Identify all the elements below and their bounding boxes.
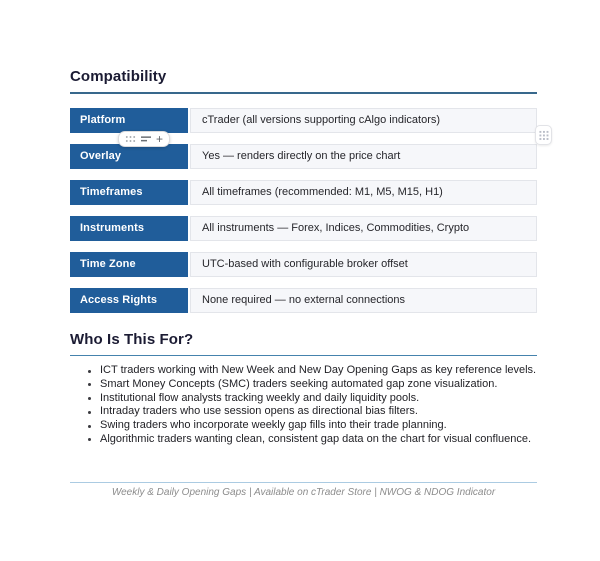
spec-label: Time Zone bbox=[70, 252, 188, 277]
spec-label: Platform bbox=[70, 108, 188, 133]
list-item: Institutional flow analysts tracking weekly and daily liquidity pools. bbox=[88, 392, 537, 406]
spec-label: Overlay bbox=[70, 144, 188, 169]
table-row bbox=[70, 252, 537, 277]
who-is-this-for-heading: Who Is This For? bbox=[70, 330, 194, 348]
spec-value: None required — no external connections bbox=[190, 288, 537, 313]
list-item: Smart Money Concepts (SMC) traders seeking automated gap zone visualization. bbox=[88, 378, 537, 392]
spec-value: All timeframes (recommended: M1, M5, M15, H1) bbox=[190, 180, 537, 205]
table-grid-handle-icon[interactable] bbox=[535, 125, 552, 145]
list-item: Swing traders who incorporate weekly gap fills into their trade planning. bbox=[88, 419, 537, 433]
spec-value: Yes — renders directly on the price chart bbox=[190, 144, 537, 169]
spec-value: cTrader (all versions supporting cAlgo indicators) bbox=[190, 108, 537, 133]
table-row bbox=[70, 288, 537, 313]
table-row bbox=[70, 144, 537, 169]
spec-label: Instruments bbox=[70, 216, 188, 241]
spec-label: Access Rights bbox=[70, 288, 188, 313]
list-item: Algorithmic traders wanting clean, consistent gap data on the chart for visual confluence. bbox=[88, 433, 537, 447]
audience-list bbox=[70, 364, 537, 447]
spec-label: Timeframes bbox=[70, 180, 188, 205]
spec-value: UTC-based with configurable broker offset bbox=[190, 252, 537, 277]
footer-text: Weekly & Daily Opening Gaps | Available on cTrader Store | NWOG & NDOG Indicator bbox=[111, 487, 496, 499]
list-item: Intraday traders who use session opens as directional bias filters. bbox=[88, 405, 537, 419]
list-item: ICT traders working with New Week and New Day Opening Gaps as key reference levels. bbox=[88, 364, 537, 378]
table-row bbox=[70, 180, 537, 205]
who-divider bbox=[70, 355, 537, 357]
drag-handle-icon[interactable] bbox=[125, 135, 136, 143]
compatibility-heading: Compatibility bbox=[70, 68, 167, 85]
align-lines-icon[interactable] bbox=[141, 135, 151, 143]
plus-icon[interactable]: + bbox=[156, 132, 164, 146]
compatibility-divider bbox=[70, 92, 537, 94]
table-row bbox=[70, 216, 537, 241]
table-row bbox=[70, 108, 537, 133]
block-hover-toolbar[interactable] bbox=[118, 131, 170, 147]
spec-value: All instruments — Forex, Indices, Commodities, Crypto bbox=[190, 216, 537, 241]
footer-divider bbox=[70, 482, 537, 484]
